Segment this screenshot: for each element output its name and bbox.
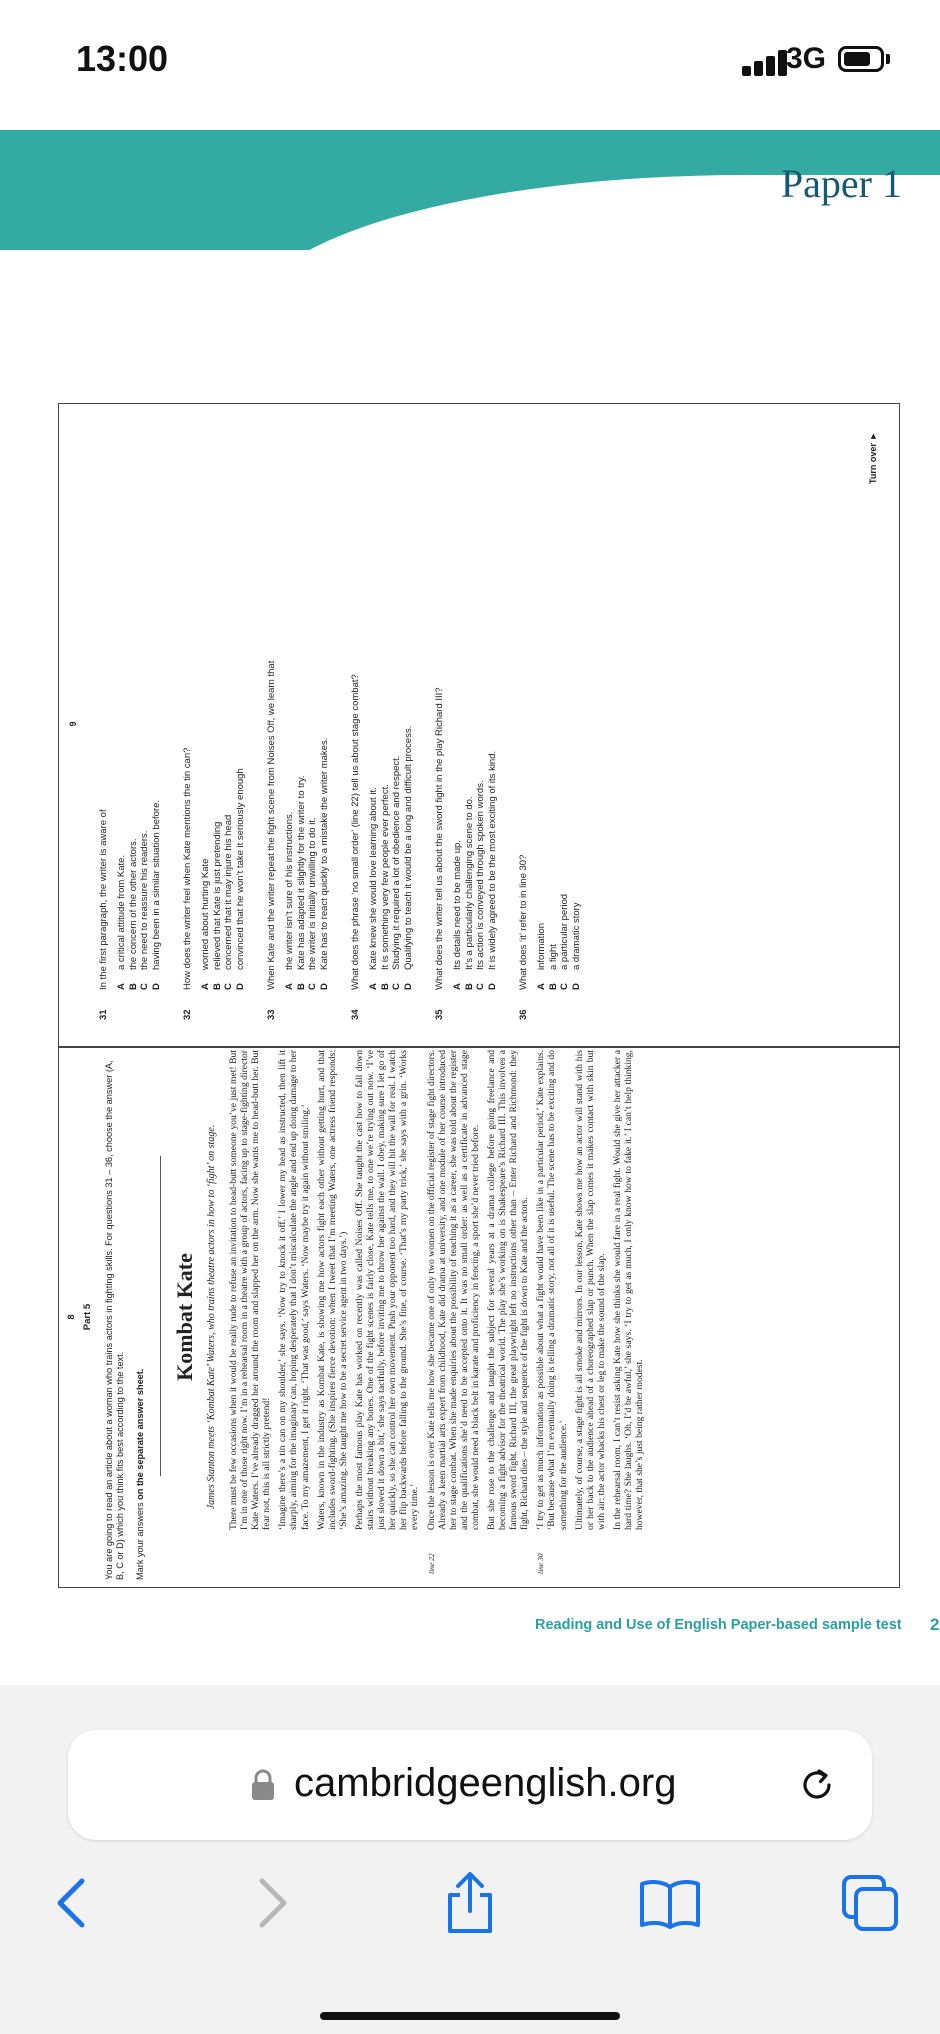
status-time: 13:00 (76, 38, 169, 79)
option-text: Its details need to be made up. (452, 840, 463, 970)
answer-option (559, 410, 571, 990)
answer-option (307, 410, 319, 990)
option-text: a fight (547, 944, 559, 970)
answer-option (151, 410, 163, 990)
article-paragraph (486, 1050, 530, 1530)
question-number: 34 (350, 1009, 361, 1020)
right-page-number: 9 (68, 721, 78, 727)
question-block (98, 410, 162, 1020)
option-text: It is widely agreed to be the most exciting of its kind. (486, 750, 498, 970)
option-letter: B (127, 983, 139, 990)
option-text: information (536, 923, 547, 970)
question-number: 33 (266, 1009, 277, 1020)
footer-label: Reading and Use of English Paper-based sample test (535, 1617, 902, 1633)
article-paragraph (277, 1050, 310, 1530)
article-paragraph (535, 1050, 569, 1574)
option-letter: B (463, 983, 475, 990)
forward-icon (252, 1875, 292, 1931)
question-block (266, 410, 330, 1020)
title-rule (160, 1156, 161, 1476)
option-letter: A (200, 983, 211, 990)
question-stem: What does the phrase ‘no small order’ (line 22) tell us about stage combat? (350, 674, 361, 990)
option-text: Qualifying to teach it would be a long and difficult process. (402, 725, 414, 970)
question-stem: How does the writer feel when Kate mentions the tin can? (182, 747, 193, 990)
answer-option (128, 410, 140, 990)
option-text: Kate has to react quickly to a mistake the writer makes. (318, 737, 330, 970)
back-button[interactable] (32, 1863, 112, 1943)
question-number: 31 (98, 1009, 109, 1020)
option-letter: A (452, 983, 463, 990)
bookmarks-button[interactable] (630, 1863, 710, 1943)
paragraph-text: There must be few occasions when it would be really rude to refuse an invitation to head-butt someone you’ve just met! But I’m in one of those right now. I’m in a rehearsal room in a theatre with a group of actors, facing up to stage-fighting director Kate Waters. I’ve already dragged her around the room and slapped her on the arm. Now she wants me to head-butt her. But fear not, this is all strictly pretend! (228, 1050, 273, 1530)
bookmarks-icon (638, 1877, 702, 1929)
share-button[interactable] (430, 1863, 510, 1943)
question-stem: What does ‘it’ refer to in line 30? (518, 854, 529, 990)
turn-over: Turn over ► (868, 431, 878, 484)
option-letter: D (150, 983, 162, 990)
option-letter: C (223, 983, 234, 990)
share-icon (442, 1871, 498, 1935)
answer-option (212, 410, 224, 990)
answer-option (571, 410, 583, 990)
question-stem: In the first paragraph, the writer is aware of (98, 809, 109, 990)
address-bar[interactable] (68, 1730, 872, 1840)
option-text: the writer is initially unwilling to do it. (307, 817, 318, 970)
answer-option (139, 410, 151, 990)
paragraph-text: In the rehearsal room, I can’t resist asking Kate how she thinks she would fare in a real fight. Would she give her attacker a hard time? She laughs. ‘Oh, I’d be awful,’ she says. ‘I try to get as much, I only know how to fake it.’ I can’t help thinking, however, that she’s just being rather modest. (611, 1050, 646, 1530)
option-text: a particular period (559, 893, 570, 970)
article-paragraph (354, 1050, 421, 1530)
answer-option (391, 410, 403, 990)
option-letter: B (295, 983, 307, 990)
option-letter: B (211, 983, 223, 990)
line-marker: line 30 (536, 1553, 546, 1574)
option-letter: D (234, 983, 246, 990)
answer-option (487, 410, 499, 990)
question-block (350, 410, 414, 1020)
paragraph-text: Perhaps the most famous play Kate has worked on recently was called Noises Off. She taught the cast how to fall down stairs without breaking any bones. One of the fight scenes is fairly close, Kate tells me, to one we’re trying out now. ‘I’ve just slowed it down a bit,’ she says tactfully, before inviting me to throw her against the wall. I obey, making sure I let go of her quickly, so she can control her own movement. Push your opponent too hard, and they will hit the wall for real. I watch her flip backwards before falling to the ground. She’s fine, of course. ‘That’s my party trick,’ she says with a grin. ‘Works every time.’ (353, 1050, 421, 1530)
option-text: Studying it required a lot of obedience and respect. (391, 755, 402, 970)
browser-toolbar (0, 1685, 940, 2034)
article-title: Kombat Kate (172, 1253, 197, 1381)
answer-option (116, 410, 128, 990)
right-page (60, 404, 898, 1044)
answer-option (284, 410, 296, 990)
option-text: the writer isn’t sure of his instructions. (284, 811, 295, 970)
home-indicator (320, 2012, 620, 2020)
option-letter: D (486, 983, 498, 990)
option-letter: C (475, 983, 486, 990)
option-letter: C (391, 983, 402, 990)
paragraph-text: ‘I try to get as much information as possible about what a fight would have been like in a particular period,’ Kate explains. ‘But because what I’m eventually doing is telling a dramatic story, not all of it is useful. The scene has to be exciting and do something for the audience.’ (535, 1050, 569, 1530)
option-letter: A (536, 983, 547, 990)
answer-option (548, 410, 560, 990)
question-number: 36 (518, 1009, 529, 1020)
option-text: having been in a similar situation before. (150, 799, 162, 970)
answer-instruction (135, 1060, 145, 1580)
article-paragraph (574, 1050, 607, 1530)
paragraph-text: Waters, known in the industry as Kombat Kate, is showing me how actors fight each other without getting hurt, and that includes sword-fighting. (She inspires fierce devotion: when I tweet that I’m meeting Waters, one actress friend responds: ‘She’s amazing. She taught me how to be a secret service agent in two days.’) (315, 1050, 349, 1530)
paragraph-text: ‘Imagine there’s a tin can on my shoulder,’ she says. ‘Now try to knock it off.’ I lower my head as instructed, then lift it sharply, aiming for the imaginary can, hoping desperately that I don’t miscalculate the angle and end up doing damage to her face. To my amazement, I get it right. ‘That was good,’ says Waters. ‘Now maybe try it again without smiling.’ (277, 1050, 311, 1530)
forward-button[interactable] (232, 1863, 312, 1943)
instruction-prefix: Mark your answers (135, 1499, 145, 1580)
option-letter: C (559, 983, 570, 990)
article-paragraph (316, 1050, 349, 1530)
battery-tip (886, 54, 890, 64)
question-list (98, 410, 602, 1020)
question-number: 35 (434, 1009, 445, 1020)
question-block (518, 410, 582, 1020)
question-block (182, 410, 246, 1020)
question-stem: What does the writer tell us about the sword fight in the play Richard III? (434, 687, 445, 990)
option-letter: A (368, 983, 379, 990)
network-type: 3G (786, 42, 827, 75)
instruction-bold: on the separate answer sheet. (135, 1368, 145, 1500)
tabs-icon (840, 1873, 900, 1933)
option-letter: B (547, 983, 559, 990)
option-text: convinced that he won’t take it seriously enough (234, 768, 246, 970)
status-bar (0, 0, 940, 120)
answer-option (319, 410, 331, 990)
option-text: worried about hurting Kate (200, 858, 211, 970)
option-text: Kate knew she would love learning about it. (368, 787, 379, 970)
line-marker: line 22 (426, 1553, 436, 1574)
left-page-number: 8 (66, 1314, 76, 1320)
option-letter: D (570, 983, 582, 990)
question-block (434, 410, 498, 1020)
answer-option (223, 410, 235, 990)
option-text: It is something very few people ever perfect. (379, 784, 391, 970)
option-text: the need to reassure his readers. (139, 830, 150, 970)
answer-option (296, 410, 308, 990)
battery-icon (838, 46, 884, 72)
nav-toolbar (0, 1863, 940, 1963)
option-text: the concern of the other actors. (127, 838, 139, 970)
paragraph-text: Ultimately, of course, a stage fight is all smoke and mirrors. In our lesson, Kate shows me how an actor will stand with his or her back to the audience ahead of a choreographed slap or punch. When the slap comes it makes contact with skin but with air: the actor whacks his chest or leg to make the sound of the slap. (573, 1050, 607, 1530)
paragraph-text: But she rose to the challenge and taught the subject for several years at a drama college before going freelance and becoming a fight advisor for the theatrical world. The play she’s working on is Shakespeare’s Richard III. This involves a famous sword fight. Richard III, the great playwright left no instructions other than – Enter Richard and Richmond: they fight, Richard dies – the style and sequence of the fight is down to Kate and the actors. (485, 1050, 531, 1530)
intro-text: You are going to read an article about a woman who trains actors in fighting skills. For questions 31 – 36, choose the answer (A, B, C or D) which you think fits best according to the text. (104, 1060, 125, 1580)
option-text: relieved that Kate is just pretending (211, 821, 223, 970)
answer-option (536, 410, 548, 990)
question-number: 32 (182, 1009, 193, 1020)
option-text: It’s a particularly challenging scene to do. (463, 796, 475, 970)
paper-title: Paper 1 (780, 161, 902, 206)
option-text: concerned that it may injure his head (223, 814, 234, 970)
option-letter: D (318, 983, 330, 990)
reload-icon[interactable] (795, 1763, 839, 1807)
article-paragraph (612, 1050, 645, 1530)
option-letter: A (284, 983, 295, 990)
answer-option (380, 410, 392, 990)
part-heading: Part 5 (82, 1303, 93, 1331)
option-letter: D (402, 983, 414, 990)
answer-option (200, 410, 212, 990)
option-text: a dramatic story (570, 902, 582, 970)
answer-option (452, 410, 464, 990)
article-paragraph (425, 1050, 481, 1574)
question-stem: When Kate and the writer repeat the fight scene from Noises Off, we learn that (266, 660, 277, 990)
article-subtitle: James Stanton meets ‘Kombat Kate’ Waters, who trains theatre actors in how to ‘fight’ on stage. (206, 1124, 217, 1510)
answer-option (368, 410, 380, 990)
option-text: Kate has adapted it slightly for the writer to try. (295, 775, 307, 970)
option-text: Its action is conveyed through spoken words. (475, 780, 486, 970)
footer-page: 2 (930, 1615, 940, 1634)
left-page (60, 1048, 896, 1586)
option-letter: B (379, 983, 391, 990)
article-body (228, 1050, 650, 1574)
url-text[interactable]: cambridgeenglish.org (294, 1761, 677, 1805)
option-letter: A (116, 983, 127, 990)
lock-icon (250, 1768, 276, 1802)
option-letter: C (307, 983, 318, 990)
paragraph-text: Once the lesson is over Kate tells me how she became one of only two women on the official register of stage fight directors. Already a keen martial arts expert from childhood, Kate did drama at university, and one module of her course introduced her to stage combat. When she made enquiries about the possibility of teaching it as a career, she was told about the register and the qualifications she’d need to be accepted onto it. It was no small order: as well as a certificate in advanced stage combat, she would need a black belt in karate and proficiency in fencing, a sport she’d never tried before. (425, 1050, 481, 1530)
back-icon (52, 1875, 92, 1931)
option-text: a critical attitude from Kate. (116, 854, 127, 970)
answer-option (403, 410, 415, 990)
tabs-button[interactable] (830, 1863, 910, 1943)
answer-option (475, 410, 487, 990)
document-page (0, 120, 940, 1685)
answer-option (235, 410, 247, 990)
answer-option (464, 410, 476, 990)
article-paragraph (228, 1050, 272, 1530)
option-letter: C (139, 983, 150, 990)
